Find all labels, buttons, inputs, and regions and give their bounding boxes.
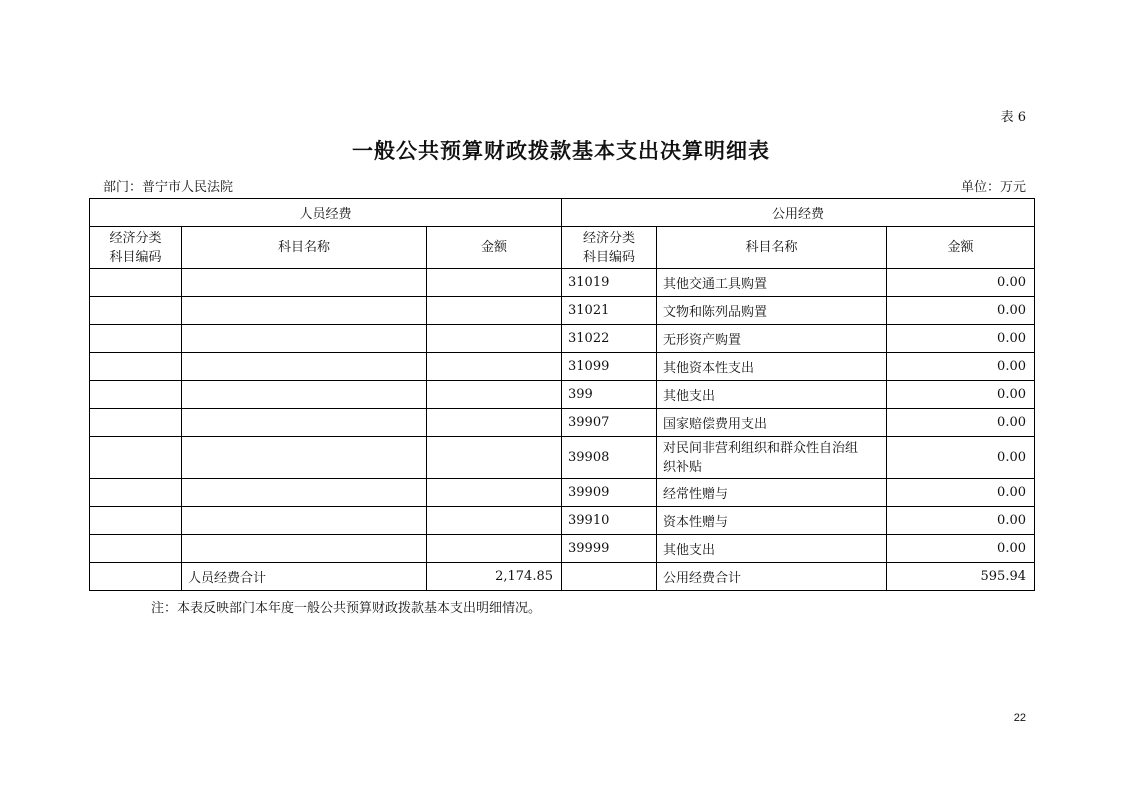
table-row <box>90 479 1035 507</box>
code-cell: 39908 <box>562 437 657 479</box>
empty-cell <box>427 507 562 535</box>
budget-detail-table <box>89 198 1035 591</box>
empty-cell <box>427 437 562 479</box>
econ-class-header <box>562 227 657 269</box>
empty-cell <box>427 479 562 507</box>
subject-name-header: 科目名称 <box>657 227 887 269</box>
empty-cell <box>182 437 427 479</box>
empty-cell <box>90 269 182 297</box>
empty-cell <box>182 507 427 535</box>
table-row <box>90 507 1035 535</box>
amount-cell: 0.00 <box>887 353 1035 381</box>
amount-cell: 0.00 <box>887 409 1035 437</box>
econ-class-line2: 科目编码 <box>109 249 162 265</box>
name-cell: 经常性赠与 <box>657 479 887 507</box>
subject-name-header: 科目名称 <box>182 227 427 269</box>
empty-cell <box>182 325 427 353</box>
empty-cell <box>90 409 182 437</box>
econ-class-line2: 科目编码 <box>582 249 635 265</box>
name-cell: 无形资产购置 <box>657 325 887 353</box>
personnel-header: 人员经费 <box>90 199 562 227</box>
code-cell: 39909 <box>562 479 657 507</box>
code-cell: 399 <box>562 381 657 409</box>
empty-cell <box>90 297 182 325</box>
amount-cell: 0.00 <box>887 535 1035 563</box>
name-line2: 织补贴 <box>663 459 703 475</box>
group-header-row <box>90 199 1035 227</box>
name-cell: 其他支出 <box>657 535 887 563</box>
name-cell: 资本性赠与 <box>657 507 887 535</box>
amount-cell: 0.00 <box>887 507 1035 535</box>
empty-cell <box>90 353 182 381</box>
name-cell: 国家赔偿费用支出 <box>657 409 887 437</box>
empty-cell <box>562 563 657 591</box>
department-label: 部门：普宁市人民法院 <box>103 180 234 195</box>
empty-cell <box>182 353 427 381</box>
table-row <box>90 437 1035 479</box>
amount-cell: 0.00 <box>887 269 1035 297</box>
empty-cell <box>90 563 182 591</box>
table-row <box>90 325 1035 353</box>
empty-cell <box>182 409 427 437</box>
personnel-total-label: 人员经费合计 <box>182 563 427 591</box>
table-number: 表 6 <box>1000 110 1026 125</box>
code-cell: 39999 <box>562 535 657 563</box>
empty-cell <box>90 325 182 353</box>
amount-cell: 0.00 <box>887 325 1035 353</box>
amount-cell: 0.00 <box>887 479 1035 507</box>
empty-cell <box>182 479 427 507</box>
empty-cell <box>427 325 562 353</box>
econ-class-header <box>90 227 182 269</box>
amount-cell: 0.00 <box>887 437 1035 479</box>
public-total-amount: 595.94 <box>887 563 1035 591</box>
empty-cell <box>90 437 182 479</box>
personnel-total-amount: 2,174.85 <box>427 563 562 591</box>
table-row <box>90 409 1035 437</box>
table-row <box>90 269 1035 297</box>
public-total-label: 公用经费合计 <box>657 563 887 591</box>
code-cell: 31099 <box>562 353 657 381</box>
table-row <box>90 381 1035 409</box>
code-cell: 31021 <box>562 297 657 325</box>
public-header: 公用经费 <box>562 199 1035 227</box>
empty-cell <box>427 535 562 563</box>
amount-header: 金额 <box>427 227 562 269</box>
name-line1: 对民间非营利组织和群众性自治组 <box>663 440 859 456</box>
table-row <box>90 535 1035 563</box>
table-row <box>90 297 1035 325</box>
empty-cell <box>182 269 427 297</box>
name-cell <box>657 437 887 479</box>
econ-class-line1: 经济分类 <box>582 230 635 246</box>
empty-cell <box>427 353 562 381</box>
code-cell: 31022 <box>562 325 657 353</box>
empty-cell <box>90 535 182 563</box>
name-cell: 文物和陈列品购置 <box>657 297 887 325</box>
name-cell: 其他支出 <box>657 381 887 409</box>
name-cell: 其他资本性支出 <box>657 353 887 381</box>
code-cell: 39910 <box>562 507 657 535</box>
amount-cell: 0.00 <box>887 297 1035 325</box>
column-header-row <box>90 227 1035 269</box>
econ-class-line1: 经济分类 <box>109 230 162 246</box>
code-cell: 39907 <box>562 409 657 437</box>
name-cell: 其他交通工具购置 <box>657 269 887 297</box>
code-cell: 31019 <box>562 269 657 297</box>
page-title: 一般公共预算财政拨款基本支出决算明细表 <box>352 138 770 163</box>
empty-cell <box>90 381 182 409</box>
empty-cell <box>90 507 182 535</box>
unit-label: 单位：万元 <box>960 180 1026 195</box>
table-row <box>90 353 1035 381</box>
empty-cell <box>182 535 427 563</box>
empty-cell <box>90 479 182 507</box>
footnote: 注：本表反映部门本年度一般公共预算财政拨款基本支出明细情况。 <box>151 601 542 616</box>
empty-cell <box>427 381 562 409</box>
empty-cell <box>427 269 562 297</box>
totals-row <box>90 563 1035 591</box>
empty-cell <box>182 297 427 325</box>
empty-cell <box>182 381 427 409</box>
empty-cell <box>427 297 562 325</box>
amount-header: 金额 <box>887 227 1035 269</box>
empty-cell <box>427 409 562 437</box>
amount-cell: 0.00 <box>887 381 1035 409</box>
page-number: 22 <box>1013 712 1026 724</box>
